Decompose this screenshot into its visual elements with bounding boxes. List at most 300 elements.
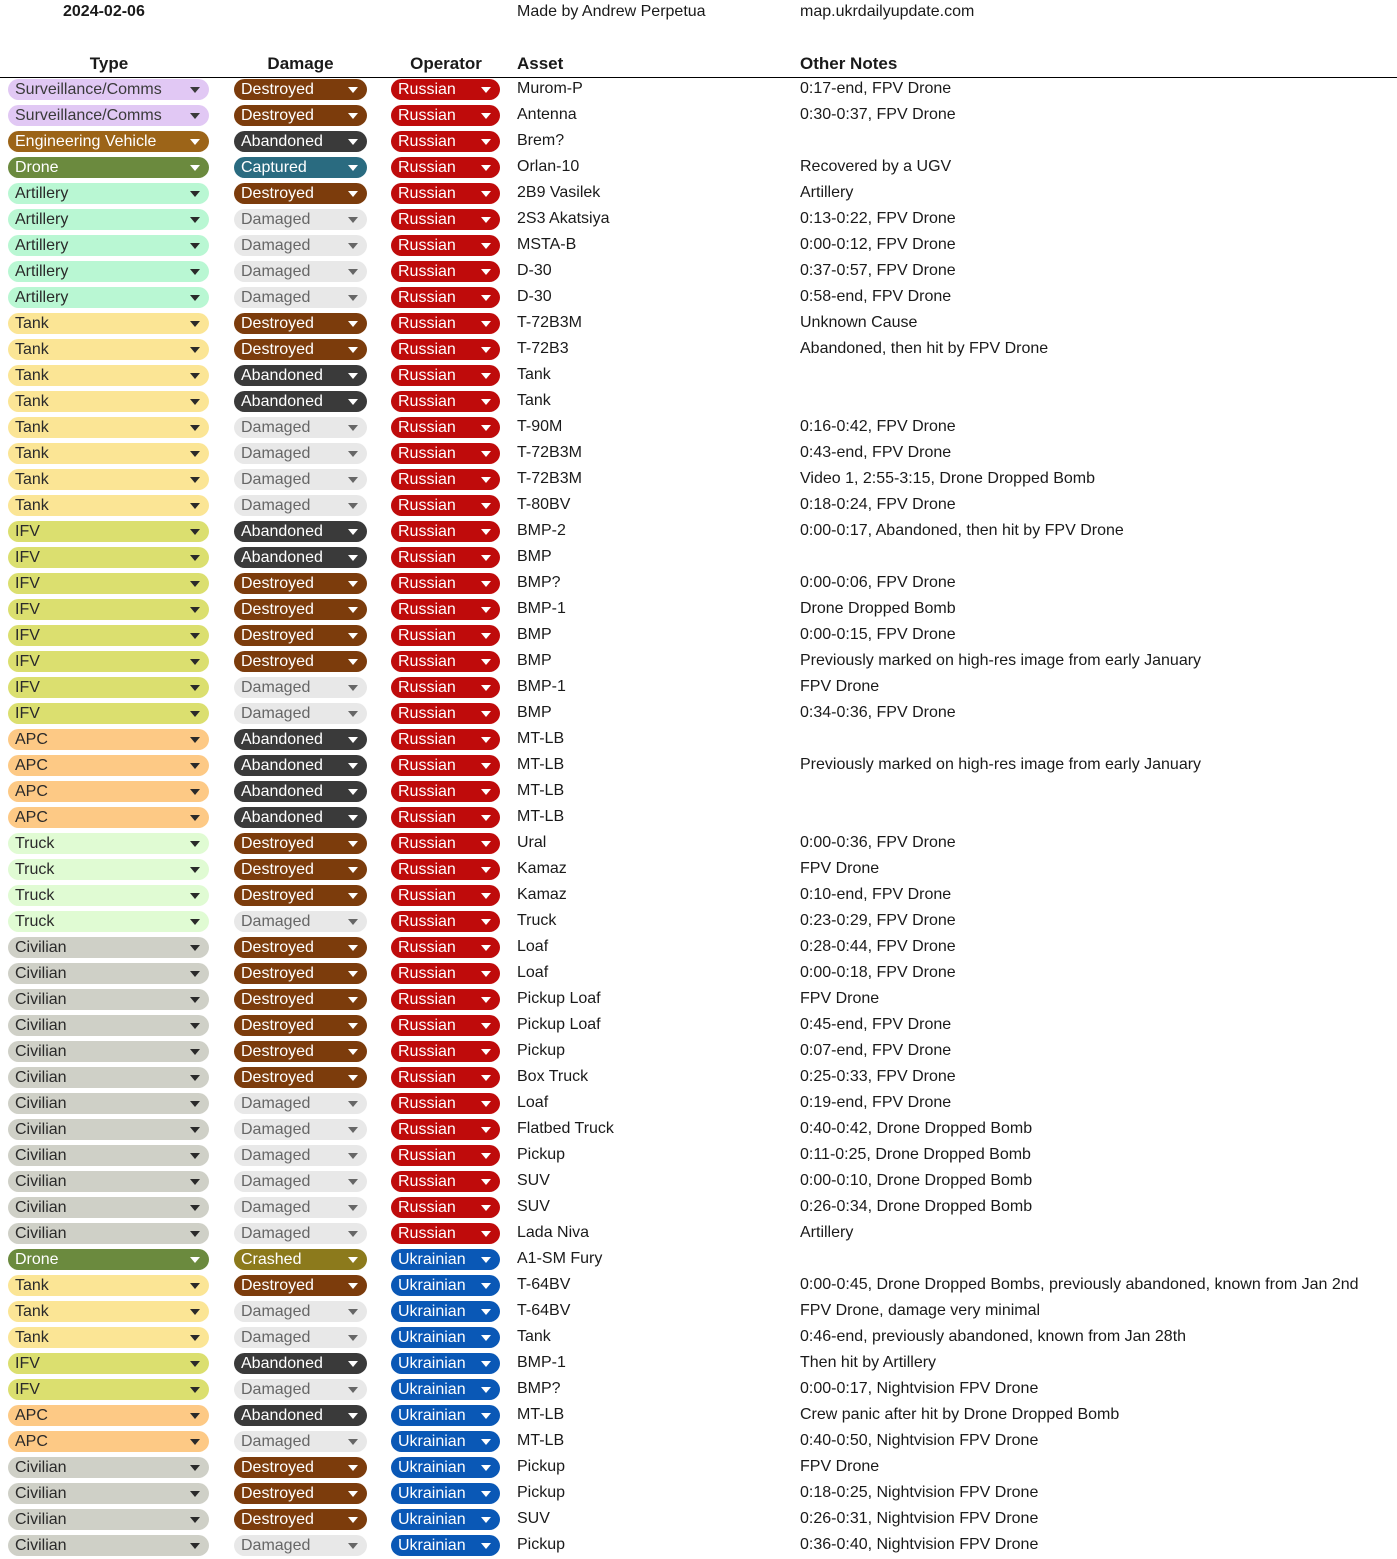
notes-cell[interactable]: 0:34-0:36, FPV Drone — [800, 704, 956, 721]
asset-cell[interactable]: MT-LB — [517, 1432, 565, 1449]
operator-dropdown[interactable] — [391, 495, 500, 516]
chevron-down-icon[interactable] — [481, 945, 491, 951]
notes-cell[interactable]: Then hit by Artillery — [800, 1354, 937, 1371]
operator-dropdown[interactable] — [391, 131, 500, 152]
chevron-down-icon[interactable] — [481, 87, 491, 93]
damage-dropdown[interactable] — [234, 1379, 367, 1400]
asset-cell[interactable]: T-72B3M — [517, 470, 582, 487]
chevron-down-icon[interactable] — [190, 347, 200, 353]
asset-cell[interactable]: Murom-P — [517, 80, 583, 97]
damage-dropdown[interactable] — [234, 859, 367, 880]
asset-cell[interactable]: BMP-1 — [517, 1354, 566, 1371]
type-dropdown[interactable] — [8, 911, 209, 932]
notes-cell[interactable]: 0:45-end, FPV Drone — [800, 1016, 952, 1033]
type-dropdown[interactable] — [8, 1535, 209, 1556]
chevron-down-icon[interactable] — [348, 1543, 358, 1549]
operator-dropdown[interactable] — [391, 1145, 500, 1166]
chevron-down-icon[interactable] — [348, 1491, 358, 1497]
type-dropdown[interactable] — [8, 443, 209, 464]
damage-dropdown[interactable] — [234, 443, 367, 464]
operator-dropdown[interactable] — [391, 1197, 500, 1218]
type-dropdown[interactable] — [8, 1093, 209, 1114]
chevron-down-icon[interactable] — [190, 815, 200, 821]
chevron-down-icon[interactable] — [348, 867, 358, 873]
chevron-down-icon[interactable] — [348, 815, 358, 821]
type-dropdown[interactable] — [8, 937, 209, 958]
damage-dropdown[interactable] — [234, 287, 367, 308]
chevron-down-icon[interactable] — [481, 217, 491, 223]
operator-dropdown[interactable] — [391, 1093, 500, 1114]
notes-cell[interactable]: Abandoned, then hit by FPV Drone — [800, 340, 1049, 357]
chevron-down-icon[interactable] — [190, 1127, 200, 1133]
operator-dropdown[interactable] — [391, 859, 500, 880]
operator-dropdown[interactable] — [391, 1275, 500, 1296]
type-dropdown[interactable] — [8, 1509, 209, 1530]
operator-dropdown[interactable] — [391, 651, 500, 672]
type-dropdown[interactable] — [8, 391, 209, 412]
chevron-down-icon[interactable] — [348, 373, 358, 379]
notes-cell[interactable]: 0:00-0:36, FPV Drone — [800, 834, 956, 851]
damage-dropdown[interactable] — [234, 703, 367, 724]
operator-dropdown[interactable] — [391, 1405, 500, 1426]
chevron-down-icon[interactable] — [481, 919, 491, 925]
chevron-down-icon[interactable] — [190, 399, 200, 405]
damage-dropdown[interactable] — [234, 911, 367, 932]
chevron-down-icon[interactable] — [481, 1231, 491, 1237]
chevron-down-icon[interactable] — [190, 1153, 200, 1159]
asset-cell[interactable]: T-64BV — [517, 1302, 571, 1319]
chevron-down-icon[interactable] — [348, 841, 358, 847]
operator-dropdown[interactable] — [391, 1327, 500, 1348]
notes-cell[interactable]: 0:28-0:44, FPV Drone — [800, 938, 956, 955]
type-dropdown[interactable] — [8, 79, 209, 100]
chevron-down-icon[interactable] — [190, 633, 200, 639]
operator-dropdown[interactable] — [391, 703, 500, 724]
chevron-down-icon[interactable] — [348, 477, 358, 483]
type-dropdown[interactable] — [8, 1353, 209, 1374]
type-dropdown[interactable] — [8, 1483, 209, 1504]
chevron-down-icon[interactable] — [190, 217, 200, 223]
chevron-down-icon[interactable] — [190, 451, 200, 457]
asset-cell[interactable]: 2B9 Vasilek — [517, 184, 601, 201]
damage-dropdown[interactable] — [234, 105, 367, 126]
asset-cell[interactable]: BMP — [517, 626, 552, 643]
damage-dropdown[interactable] — [234, 183, 367, 204]
notes-cell[interactable]: 0:37-0:57, FPV Drone — [800, 262, 956, 279]
operator-dropdown[interactable] — [391, 755, 500, 776]
operator-dropdown[interactable] — [391, 807, 500, 828]
asset-cell[interactable]: Ural — [517, 834, 547, 851]
notes-cell[interactable]: 0:26-0:34, Drone Dropped Bomb — [800, 1198, 1033, 1215]
type-dropdown[interactable] — [8, 677, 209, 698]
asset-cell[interactable]: BMP? — [517, 574, 561, 591]
chevron-down-icon[interactable] — [190, 919, 200, 925]
chevron-down-icon[interactable] — [348, 451, 358, 457]
damage-dropdown[interactable] — [234, 131, 367, 152]
chevron-down-icon[interactable] — [190, 1543, 200, 1549]
damage-dropdown[interactable] — [234, 963, 367, 984]
notes-cell[interactable]: 0:07-end, FPV Drone — [800, 1042, 952, 1059]
chevron-down-icon[interactable] — [348, 399, 358, 405]
damage-dropdown[interactable] — [234, 1353, 367, 1374]
damage-dropdown[interactable] — [234, 261, 367, 282]
chevron-down-icon[interactable] — [481, 1049, 491, 1055]
chevron-down-icon[interactable] — [348, 1413, 358, 1419]
damage-dropdown[interactable] — [234, 235, 367, 256]
chevron-down-icon[interactable] — [190, 191, 200, 197]
asset-cell[interactable]: Kamaz — [517, 886, 567, 903]
chevron-down-icon[interactable] — [481, 1543, 491, 1549]
operator-dropdown[interactable] — [391, 209, 500, 230]
asset-cell[interactable]: T-90M — [517, 418, 563, 435]
chevron-down-icon[interactable] — [481, 867, 491, 873]
type-dropdown[interactable] — [8, 963, 209, 984]
type-dropdown[interactable] — [8, 755, 209, 776]
asset-cell[interactable]: MT-LB — [517, 808, 565, 825]
operator-dropdown[interactable] — [391, 391, 500, 412]
chevron-down-icon[interactable] — [481, 1439, 491, 1445]
asset-cell[interactable]: T-80BV — [517, 496, 571, 513]
chevron-down-icon[interactable] — [348, 789, 358, 795]
chevron-down-icon[interactable] — [190, 1335, 200, 1341]
notes-cell[interactable]: 0:18-0:24, FPV Drone — [800, 496, 956, 513]
chevron-down-icon[interactable] — [190, 87, 200, 93]
damage-dropdown[interactable] — [234, 495, 367, 516]
chevron-down-icon[interactable] — [481, 893, 491, 899]
damage-dropdown[interactable] — [234, 339, 367, 360]
chevron-down-icon[interactable] — [190, 1205, 200, 1211]
chevron-down-icon[interactable] — [190, 1049, 200, 1055]
operator-dropdown[interactable] — [391, 1171, 500, 1192]
notes-cell[interactable]: FPV Drone — [800, 990, 880, 1007]
chevron-down-icon[interactable] — [190, 841, 200, 847]
type-dropdown[interactable] — [8, 1379, 209, 1400]
type-dropdown[interactable] — [8, 1327, 209, 1348]
notes-cell[interactable]: 0:00-0:12, FPV Drone — [800, 236, 956, 253]
damage-dropdown[interactable] — [234, 625, 367, 646]
chevron-down-icon[interactable] — [481, 1283, 491, 1289]
operator-dropdown[interactable] — [391, 599, 500, 620]
type-dropdown[interactable] — [8, 209, 209, 230]
asset-cell[interactable]: Antenna — [517, 106, 577, 123]
chevron-down-icon[interactable] — [481, 1023, 491, 1029]
damage-dropdown[interactable] — [234, 1275, 367, 1296]
operator-dropdown[interactable] — [391, 313, 500, 334]
damage-dropdown[interactable] — [234, 1431, 367, 1452]
chevron-down-icon[interactable] — [190, 1361, 200, 1367]
chevron-down-icon[interactable] — [190, 321, 200, 327]
asset-cell[interactable]: T-64BV — [517, 1276, 571, 1293]
type-dropdown[interactable] — [8, 157, 209, 178]
chevron-down-icon[interactable] — [190, 659, 200, 665]
operator-dropdown[interactable] — [391, 911, 500, 932]
notes-cell[interactable]: 0:00-0:45, Drone Dropped Bombs, previously abandoned, known from Jan 2nd — [800, 1276, 1359, 1293]
damage-dropdown[interactable] — [234, 1015, 367, 1036]
damage-dropdown[interactable] — [234, 1327, 367, 1348]
chevron-down-icon[interactable] — [481, 685, 491, 691]
operator-dropdown[interactable] — [391, 261, 500, 282]
asset-cell[interactable]: MSTA-B — [517, 236, 577, 253]
damage-dropdown[interactable] — [234, 209, 367, 230]
damage-dropdown[interactable] — [234, 313, 367, 334]
chevron-down-icon[interactable] — [348, 1231, 358, 1237]
damage-dropdown[interactable] — [234, 365, 367, 386]
chevron-down-icon[interactable] — [348, 321, 358, 327]
type-dropdown[interactable] — [8, 1249, 209, 1270]
damage-dropdown[interactable] — [234, 599, 367, 620]
chevron-down-icon[interactable] — [190, 763, 200, 769]
type-dropdown[interactable] — [8, 1015, 209, 1036]
operator-dropdown[interactable] — [391, 1509, 500, 1530]
operator-dropdown[interactable] — [391, 417, 500, 438]
notes-cell[interactable]: FPV Drone — [800, 860, 880, 877]
asset-cell[interactable]: Tank — [517, 1328, 551, 1345]
chevron-down-icon[interactable] — [348, 529, 358, 535]
asset-cell[interactable]: Orlan-10 — [517, 158, 580, 175]
damage-dropdown[interactable] — [234, 1093, 367, 1114]
notes-cell[interactable]: 0:26-0:31, Nightvision FPV Drone — [800, 1510, 1039, 1527]
operator-dropdown[interactable] — [391, 625, 500, 646]
type-dropdown[interactable] — [8, 1171, 209, 1192]
notes-cell[interactable]: Video 1, 2:55-3:15, Drone Dropped Bomb — [800, 470, 1096, 487]
chevron-down-icon[interactable] — [481, 165, 491, 171]
damage-dropdown[interactable] — [234, 885, 367, 906]
type-dropdown[interactable] — [8, 1405, 209, 1426]
chevron-down-icon[interactable] — [190, 165, 200, 171]
asset-cell[interactable]: Pickup — [517, 1042, 566, 1059]
asset-cell[interactable]: A1-SM Fury — [517, 1250, 603, 1267]
type-dropdown[interactable] — [8, 599, 209, 620]
chevron-down-icon[interactable] — [481, 789, 491, 795]
chevron-down-icon[interactable] — [481, 347, 491, 353]
chevron-down-icon[interactable] — [190, 295, 200, 301]
asset-cell[interactable]: Pickup Loaf — [517, 1016, 601, 1033]
operator-dropdown[interactable] — [391, 1249, 500, 1270]
chevron-down-icon[interactable] — [348, 737, 358, 743]
operator-dropdown[interactable] — [391, 1301, 500, 1322]
type-dropdown[interactable] — [8, 859, 209, 880]
asset-cell[interactable]: MT-LB — [517, 730, 565, 747]
operator-dropdown[interactable] — [391, 963, 500, 984]
notes-cell[interactable]: 0:36-0:40, Nightvision FPV Drone — [800, 1536, 1039, 1553]
type-dropdown[interactable] — [8, 417, 209, 438]
chevron-down-icon[interactable] — [190, 867, 200, 873]
chevron-down-icon[interactable] — [481, 477, 491, 483]
operator-dropdown[interactable] — [391, 521, 500, 542]
chevron-down-icon[interactable] — [348, 1465, 358, 1471]
chevron-down-icon[interactable] — [348, 685, 358, 691]
chevron-down-icon[interactable] — [481, 1075, 491, 1081]
operator-dropdown[interactable] — [391, 1535, 500, 1556]
chevron-down-icon[interactable] — [481, 425, 491, 431]
type-dropdown[interactable] — [8, 313, 209, 334]
chevron-down-icon[interactable] — [481, 321, 491, 327]
chevron-down-icon[interactable] — [348, 1179, 358, 1185]
asset-cell[interactable]: SUV — [517, 1172, 550, 1189]
chevron-down-icon[interactable] — [348, 1153, 358, 1159]
chevron-down-icon[interactable] — [481, 1101, 491, 1107]
damage-dropdown[interactable] — [234, 1223, 367, 1244]
damage-dropdown[interactable] — [234, 573, 367, 594]
chevron-down-icon[interactable] — [348, 503, 358, 509]
asset-cell[interactable]: Lada Niva — [517, 1224, 590, 1241]
chevron-down-icon[interactable] — [481, 1517, 491, 1523]
type-dropdown[interactable] — [8, 235, 209, 256]
asset-cell[interactable]: Pickup — [517, 1484, 566, 1501]
type-dropdown[interactable] — [8, 261, 209, 282]
operator-dropdown[interactable] — [391, 573, 500, 594]
chevron-down-icon[interactable] — [190, 1283, 200, 1289]
chevron-down-icon[interactable] — [481, 711, 491, 717]
asset-cell[interactable]: Tank — [517, 392, 551, 409]
notes-cell[interactable]: 0:13-0:22, FPV Drone — [800, 210, 956, 227]
type-dropdown[interactable] — [8, 651, 209, 672]
type-dropdown[interactable] — [8, 1223, 209, 1244]
asset-cell[interactable]: Loaf — [517, 1094, 549, 1111]
asset-cell[interactable]: Box Truck — [517, 1068, 589, 1085]
chevron-down-icon[interactable] — [348, 945, 358, 951]
chevron-down-icon[interactable] — [348, 1387, 358, 1393]
chevron-down-icon[interactable] — [348, 217, 358, 223]
operator-dropdown[interactable] — [391, 1483, 500, 1504]
asset-cell[interactable]: Pickup — [517, 1146, 566, 1163]
asset-cell[interactable]: BMP-1 — [517, 600, 566, 617]
operator-dropdown[interactable] — [391, 1353, 500, 1374]
type-dropdown[interactable] — [8, 625, 209, 646]
type-dropdown[interactable] — [8, 1041, 209, 1062]
chevron-down-icon[interactable] — [481, 633, 491, 639]
notes-cell[interactable]: 0:46-end, previously abandoned, known from Jan 28th — [800, 1328, 1187, 1345]
type-dropdown[interactable] — [8, 1301, 209, 1322]
notes-cell[interactable]: Unknown Cause — [800, 314, 918, 331]
operator-dropdown[interactable] — [391, 1457, 500, 1478]
chevron-down-icon[interactable] — [481, 1491, 491, 1497]
asset-cell[interactable]: Brem? — [517, 132, 565, 149]
chevron-down-icon[interactable] — [481, 1153, 491, 1159]
chevron-down-icon[interactable] — [348, 269, 358, 275]
type-dropdown[interactable] — [8, 469, 209, 490]
notes-cell[interactable]: 0:25-0:33, FPV Drone — [800, 1068, 956, 1085]
damage-dropdown[interactable] — [234, 989, 367, 1010]
damage-dropdown[interactable] — [234, 755, 367, 776]
operator-dropdown[interactable] — [391, 157, 500, 178]
type-dropdown[interactable] — [8, 131, 209, 152]
chevron-down-icon[interactable] — [481, 607, 491, 613]
notes-cell[interactable]: 0:00-0:10, Drone Dropped Bomb — [800, 1172, 1033, 1189]
chevron-down-icon[interactable] — [190, 607, 200, 613]
chevron-down-icon[interactable] — [481, 399, 491, 405]
chevron-down-icon[interactable] — [481, 269, 491, 275]
damage-dropdown[interactable] — [234, 1509, 367, 1530]
asset-cell[interactable]: BMP — [517, 704, 552, 721]
operator-dropdown[interactable] — [391, 833, 500, 854]
chevron-down-icon[interactable] — [481, 1387, 491, 1393]
type-dropdown[interactable] — [8, 1197, 209, 1218]
asset-cell[interactable]: Loaf — [517, 964, 549, 981]
chevron-down-icon[interactable] — [190, 477, 200, 483]
asset-cell[interactable]: MT-LB — [517, 782, 565, 799]
chevron-down-icon[interactable] — [190, 737, 200, 743]
notes-cell[interactable]: 0:00-0:17, Nightvision FPV Drone — [800, 1380, 1039, 1397]
damage-dropdown[interactable] — [234, 1041, 367, 1062]
type-dropdown[interactable] — [8, 287, 209, 308]
asset-cell[interactable]: BMP-1 — [517, 678, 566, 695]
chevron-down-icon[interactable] — [348, 1439, 358, 1445]
chevron-down-icon[interactable] — [348, 581, 358, 587]
chevron-down-icon[interactable] — [190, 1075, 200, 1081]
chevron-down-icon[interactable] — [348, 347, 358, 353]
operator-dropdown[interactable] — [391, 183, 500, 204]
chevron-down-icon[interactable] — [481, 191, 491, 197]
chevron-down-icon[interactable] — [481, 243, 491, 249]
chevron-down-icon[interactable] — [190, 945, 200, 951]
asset-cell[interactable]: SUV — [517, 1198, 550, 1215]
damage-dropdown[interactable] — [234, 79, 367, 100]
chevron-down-icon[interactable] — [190, 1101, 200, 1107]
asset-cell[interactable]: T-72B3 — [517, 340, 569, 357]
chevron-down-icon[interactable] — [481, 815, 491, 821]
operator-dropdown[interactable] — [391, 781, 500, 802]
type-dropdown[interactable] — [8, 703, 209, 724]
chevron-down-icon[interactable] — [190, 789, 200, 795]
damage-dropdown[interactable] — [234, 1197, 367, 1218]
notes-cell[interactable]: FPV Drone, damage very minimal — [800, 1302, 1041, 1319]
operator-dropdown[interactable] — [391, 1431, 500, 1452]
type-dropdown[interactable] — [8, 573, 209, 594]
chevron-down-icon[interactable] — [481, 1205, 491, 1211]
operator-dropdown[interactable] — [391, 1119, 500, 1140]
chevron-down-icon[interactable] — [190, 997, 200, 1003]
chevron-down-icon[interactable] — [348, 633, 358, 639]
chevron-down-icon[interactable] — [481, 1179, 491, 1185]
chevron-down-icon[interactable] — [481, 1309, 491, 1315]
notes-cell[interactable]: 0:18-0:25, Nightvision FPV Drone — [800, 1484, 1039, 1501]
notes-cell[interactable]: 0:40-0:42, Drone Dropped Bomb — [800, 1120, 1033, 1137]
chevron-down-icon[interactable] — [348, 763, 358, 769]
notes-cell[interactable]: 0:16-0:42, FPV Drone — [800, 418, 956, 435]
asset-cell[interactable]: Pickup — [517, 1458, 566, 1475]
chevron-down-icon[interactable] — [190, 243, 200, 249]
asset-cell[interactable]: Pickup — [517, 1536, 566, 1553]
chevron-down-icon[interactable] — [190, 139, 200, 145]
chevron-down-icon[interactable] — [190, 529, 200, 535]
operator-dropdown[interactable] — [391, 989, 500, 1010]
chevron-down-icon[interactable] — [481, 1257, 491, 1263]
notes-cell[interactable]: 0:00-0:18, FPV Drone — [800, 964, 956, 981]
asset-cell[interactable]: Pickup Loaf — [517, 990, 601, 1007]
chevron-down-icon[interactable] — [348, 659, 358, 665]
chevron-down-icon[interactable] — [190, 1517, 200, 1523]
chevron-down-icon[interactable] — [481, 373, 491, 379]
operator-dropdown[interactable] — [391, 729, 500, 750]
type-dropdown[interactable] — [8, 1275, 209, 1296]
notes-cell[interactable]: 0:00-0:06, FPV Drone — [800, 574, 956, 591]
chevron-down-icon[interactable] — [348, 165, 358, 171]
asset-cell[interactable]: Flatbed Truck — [517, 1120, 614, 1137]
damage-dropdown[interactable] — [234, 469, 367, 490]
chevron-down-icon[interactable] — [348, 1205, 358, 1211]
notes-cell[interactable]: Artillery — [800, 184, 854, 201]
damage-dropdown[interactable] — [234, 677, 367, 698]
notes-cell[interactable]: Drone Dropped Bomb — [800, 600, 956, 617]
chevron-down-icon[interactable] — [348, 711, 358, 717]
operator-dropdown[interactable] — [391, 885, 500, 906]
operator-dropdown[interactable] — [391, 1223, 500, 1244]
notes-cell[interactable]: Recovered by a UGV — [800, 158, 952, 175]
chevron-down-icon[interactable] — [190, 893, 200, 899]
notes-cell[interactable]: 0:30-0:37, FPV Drone — [800, 106, 956, 123]
damage-dropdown[interactable] — [234, 1171, 367, 1192]
